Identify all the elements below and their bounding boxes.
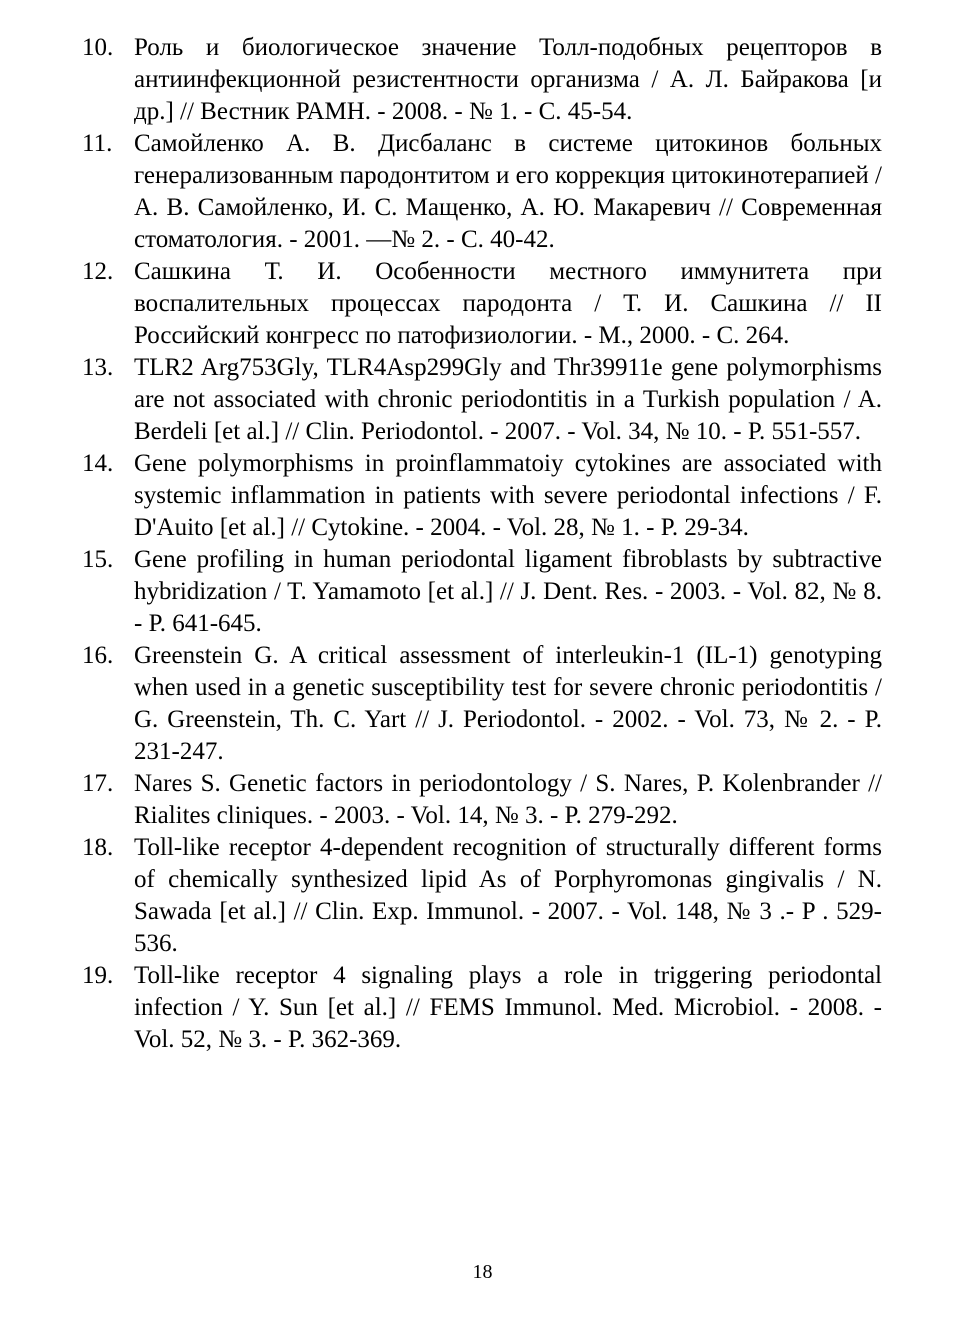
reference-number: 14. — [82, 450, 114, 477]
reference-number: 18. — [82, 834, 114, 861]
reference-number: 15. — [82, 546, 114, 573]
reference-item-11 — [82, 128, 882, 256]
reference-text: Toll-like receptor 4-dependent recognition of structurally different forms of chemically synthesized lipid As of Porphyromonas gingivalis / N. Sawada [et al.] // Clin. Exp. Immunol. - 2007. - Vol. 148, № 3 .- P . 529-536. — [134, 834, 882, 957]
reference-item-15 — [82, 544, 882, 640]
reference-number: 10. — [82, 34, 114, 61]
reference-number: 11. — [82, 130, 113, 157]
reference-text: Gene profiling in human periodontal ligament fibroblasts by subtractive hybridization / T. Yamamoto [et al.] // J. Dent. Res. - 2003. - Vol. 82, № 8. - P. 641-645. — [134, 546, 882, 637]
reference-number: 13. — [82, 354, 114, 381]
reference-item-19 — [82, 960, 882, 1056]
reference-text: Nares S. Genetic factors in periodontology / S. Nares, P. Kolenbrander // Rialites cliniques. - 2003. - Vol. 14, № 3. - P. 279-292. — [134, 770, 882, 829]
reference-number: 16. — [82, 642, 114, 669]
reference-item-13 — [82, 352, 882, 448]
page-number: 18 — [472, 1261, 493, 1283]
reference-text: Сашкина Т. И. Особенности местного иммунитета при воспалительных процессах пародонта / Т. И. Сашкина // II Российский конгресс по патофизиологии. - М., 2000. - С. 264. — [134, 258, 882, 349]
reference-item-10 — [82, 32, 882, 128]
reference-number: 17. — [82, 770, 114, 797]
reference-text: Gene polymorphisms in proinflammatoiy cytokines are associated with systemic inflammation in patients with severe periodontal infections / F. D'Auito [et al.] // Cytokine. - 2004. - Vol. 28, № 1. - P. 29-34. — [134, 450, 882, 541]
reference-text: Toll-like receptor 4 signaling plays a role in triggering periodontal infection / Y. Sun [et al.] // FEMS Immunol. Med. Microbiol. - 2008. - Vol. 52, № 3. - P. 362-369. — [134, 962, 882, 1053]
reference-number: 19. — [82, 962, 114, 989]
reference-item-16 — [82, 640, 882, 768]
reference-text: Greenstein G. A critical assessment of interleukin-1 (IL-1) genotyping when used in a genetic susceptibility test for severe chronic periodontitis / G. Greenstein, Th. C. Yart // J. Periodontol. - 2002. - Vol. 73, № 2. - P. 231-247. — [134, 642, 882, 765]
reference-item-14 — [82, 448, 882, 544]
reference-item-12 — [82, 256, 882, 352]
reference-item-18 — [82, 832, 882, 960]
reference-text: Самойленко А. В. Дисбаланс в системе цитокинов больных генерализованным пародонтитом и его коррекция цитокинотерапией / А. В. Самойленко, И. С. Мащенко, А. Ю. Макаревич // Современная стоматология. - 2001. —№ 2. - С. 40-42. — [134, 130, 882, 253]
reference-text: TLR2 Arg753Gly, TLR4Asp299Gly and Thr39911e gene polymorphisms are not associated with chronic periodontitis in a Turkish population / A. Berdeli [et al.] // Clin. Periodontol. - 2007. - Vol. 34, № 10. - P. 551-557. — [134, 354, 882, 445]
reference-number: 12. — [82, 258, 114, 285]
reference-item-17 — [82, 768, 882, 832]
reference-text: Роль и биологическое значение Толл-подобных рецепторов в антиинфекционной резистентности организма / А. Л. Байракова [и др.] // Вестник РАМН. - 2008. - № 1. - С. 45-54. — [134, 34, 882, 125]
reference-list — [82, 32, 882, 1056]
